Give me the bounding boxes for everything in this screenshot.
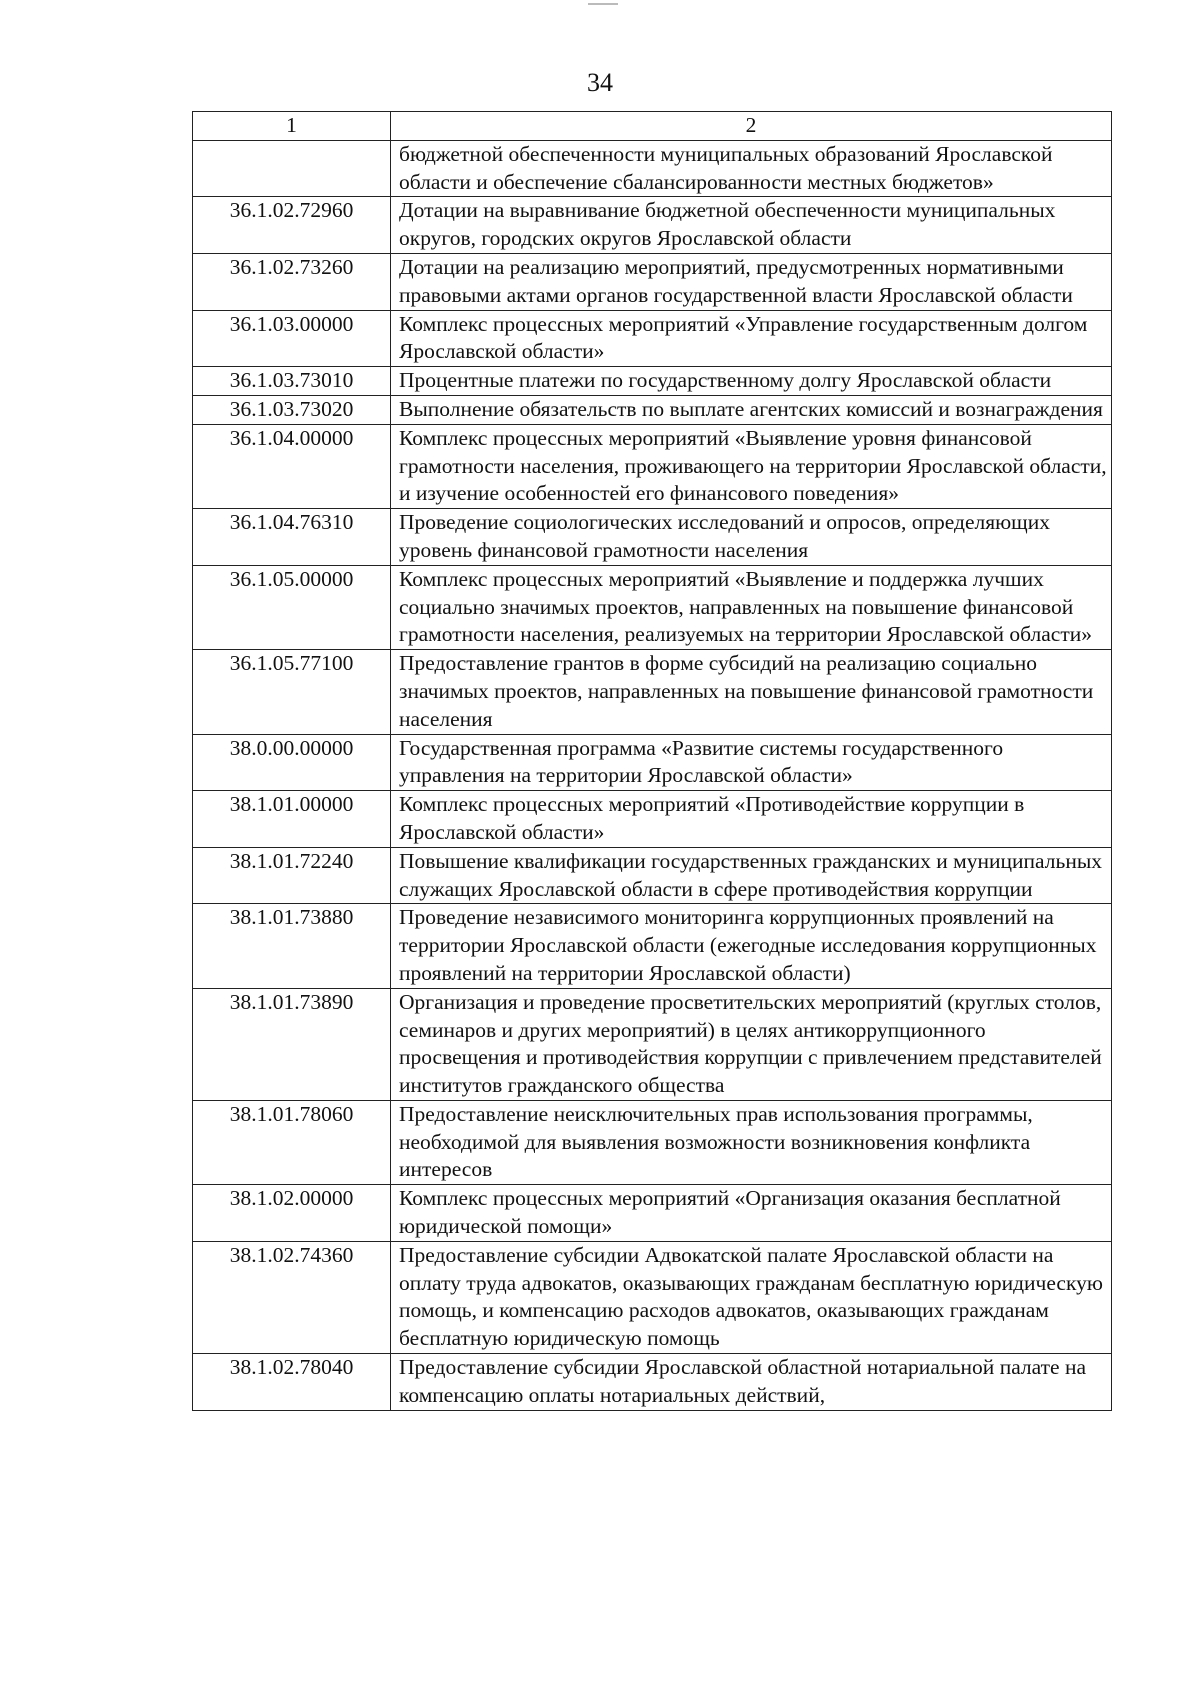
row-code: 36.1.03.73020 <box>193 395 391 424</box>
row-description: Дотации на реализацию мероприятий, предусмотренных нормативными правовыми актами органов государственной власти Ярославской области <box>391 253 1112 310</box>
row-description: Организация и проведение просветительских мероприятий (круглых столов, семинаров и других мероприятий) в целях антикоррупционного просвещения и противодействия коррупции с привлечением представителей институтов гражданского общества <box>391 988 1112 1100</box>
table-row <box>193 367 1112 396</box>
table-row <box>193 988 1112 1100</box>
document-table <box>192 111 1112 1411</box>
table-row <box>193 734 1112 791</box>
row-code: 38.1.01.78060 <box>193 1100 391 1184</box>
row-description: Процентные платежи по государственному долгу Ярославской области <box>391 367 1112 396</box>
row-description: Дотации на выравнивание бюджетной обеспеченности муниципальных округов, городских округов Ярославской области <box>391 197 1112 254</box>
row-description: Проведение социологических исследований и опросов, определяющих уровень финансовой грамотности населения <box>391 509 1112 566</box>
row-description: Комплекс процессных мероприятий «Выявление и поддержка лучших социально значимых проектов, направленных на повышение финансовой грамотности населения, реализуемых на территории Ярославской области» <box>391 565 1112 649</box>
row-code: 36.1.02.73260 <box>193 253 391 310</box>
row-description: Предоставление неисключительных прав использования программы, необходимой для выявления возможности возникновения конфликта интересов <box>391 1100 1112 1184</box>
row-description: Предоставление субсидии Ярославской областной нотариальной палате на компенсацию оплаты нотариальных действий, <box>391 1354 1112 1411</box>
table-row <box>193 1241 1112 1353</box>
table-row <box>193 1185 1112 1242</box>
row-description: Комплекс процессных мероприятий «Противодействие коррупции в Ярославской области» <box>391 791 1112 848</box>
column-header-description: 2 <box>391 112 1112 141</box>
table-row <box>193 140 1112 197</box>
table-row <box>193 904 1112 988</box>
table-header-row <box>193 112 1112 141</box>
page-number: 34 <box>587 68 613 97</box>
row-code: 38.1.01.00000 <box>193 791 391 848</box>
table-row <box>193 847 1112 904</box>
row-code: 38.1.02.74360 <box>193 1241 391 1353</box>
row-description: Предоставление субсидии Адвокатской палате Ярославской области на оплату труда адвокатов, оказывающих гражданам бесплатную юридическую помощь, и компенсацию расходов адвокатов, оказывающих гражданам бесплатную юридическую помощь <box>391 1241 1112 1353</box>
row-code: 38.1.02.00000 <box>193 1185 391 1242</box>
table-row <box>193 791 1112 848</box>
table-row <box>193 1354 1112 1411</box>
row-code: 38.1.02.78040 <box>193 1354 391 1411</box>
row-description: Предоставление грантов в форме субсидий на реализацию социально значимых проектов, направленных на повышение финансовой грамотности населения <box>391 650 1112 734</box>
row-code: 38.1.01.73880 <box>193 904 391 988</box>
row-description: Комплекс процессных мероприятий «Управление государственным долгом Ярославской области» <box>391 310 1112 367</box>
table-row <box>193 509 1112 566</box>
table-row <box>193 424 1112 508</box>
row-description: бюджетной обеспеченности муниципальных образований Ярославской области и обеспечение сбалансированности местных бюджетов» <box>391 140 1112 197</box>
table-body <box>193 140 1112 1410</box>
row-code: 36.1.05.00000 <box>193 565 391 649</box>
row-code: 36.1.03.00000 <box>193 310 391 367</box>
row-code: 38.1.01.72240 <box>193 847 391 904</box>
row-code: 36.1.04.00000 <box>193 424 391 508</box>
table-row <box>193 650 1112 734</box>
row-code: 36.1.05.77100 <box>193 650 391 734</box>
row-description: Комплекс процессных мероприятий «Организация оказания бесплатной юридической помощи» <box>391 1185 1112 1242</box>
table-row <box>193 310 1112 367</box>
row-description: Повышение квалификации государственных гражданских и муниципальных служащих Ярославской области в сфере противодействия коррупции <box>391 847 1112 904</box>
table-row <box>193 1100 1112 1184</box>
row-code: 36.1.02.72960 <box>193 197 391 254</box>
table-row <box>193 197 1112 254</box>
row-description: Проведение независимого мониторинга коррупционных проявлений на территории Ярославской области (ежегодные исследования коррупционных проявлений на территории Ярославской области) <box>391 904 1112 988</box>
row-description: Комплекс процессных мероприятий «Выявление уровня финансовой грамотности населения, проживающего на территории Ярославской области, и изучение особенностей его финансового поведения» <box>391 424 1112 508</box>
row-description: Государственная программа «Развитие системы государственного управления на территории Ярославской области» <box>391 734 1112 791</box>
row-code: 36.1.04.76310 <box>193 509 391 566</box>
row-code: 38.1.01.73890 <box>193 988 391 1100</box>
table-row <box>193 395 1112 424</box>
scan-artifact <box>588 3 618 5</box>
column-header-code: 1 <box>193 112 391 141</box>
row-description: Выполнение обязательств по выплате агентских комиссий и вознаграждения <box>391 395 1112 424</box>
table-row <box>193 565 1112 649</box>
table-row <box>193 253 1112 310</box>
row-code: 38.0.00.00000 <box>193 734 391 791</box>
row-code <box>193 140 391 197</box>
row-code: 36.1.03.73010 <box>193 367 391 396</box>
